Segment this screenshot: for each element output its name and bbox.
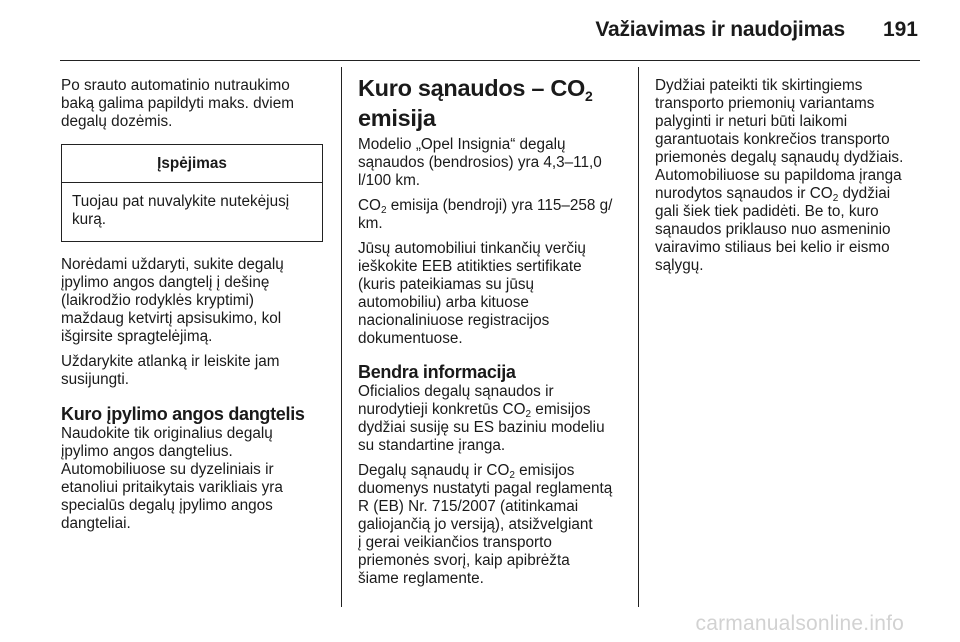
official-values-paragraph (358, 383, 633, 455)
header-divider (60, 60, 920, 61)
text-line: dydžiai susiję su ES baziniu modeliu (358, 419, 605, 436)
text-line: įpylimo angos dangtelius. (61, 443, 233, 460)
consumption-paragraph (358, 136, 633, 190)
text-line: dokumentuose. (358, 330, 463, 347)
text-line: priemonės degalų sąnaudų dydžiais. (655, 149, 904, 166)
column-divider-1 (341, 67, 342, 607)
text-line: palyginti ir neturi būti laikomi (655, 113, 848, 130)
text-line: etanoliui pritaikytais varikliais yra (61, 479, 283, 496)
text-line: Modelio „Opel Insignia“ degalų (358, 136, 566, 153)
text-line: l/100 km. (358, 172, 421, 189)
column-divider-2 (638, 67, 639, 607)
text-line: Dydžiai pateikti tik skirtingiems (655, 77, 863, 94)
text-line: Jūsų automobiliui tinkančių verčių (358, 240, 586, 257)
text-line: priemonės svorį, kaip apibrėžta (358, 552, 570, 569)
text-line: į gerai veikiančios transporto (358, 534, 552, 551)
text-line: dangteliai. (61, 515, 131, 532)
column-3 (655, 77, 927, 282)
text-line: (laikrodžio rodyklės kryptimi) (61, 292, 254, 309)
fuel-cap-heading: Kuro įpylimo angos dangtelis (61, 404, 305, 424)
closing-instructions-paragraph (61, 256, 329, 346)
text-line: su standartine įranga. (358, 437, 506, 454)
certificate-paragraph (358, 240, 633, 348)
text-line: nacionaliniuose registracijos (358, 312, 550, 329)
page-header (0, 0, 960, 60)
text-line: Norėdami uždaryti, sukite degalų (61, 256, 284, 273)
text-line: įpylimo angos dangtelį į dešinę (61, 274, 270, 291)
fuel-cap-paragraph (61, 425, 329, 533)
text-line: Po srauto automatinio nutraukimo (61, 77, 290, 94)
page-section-title: Važiavimas ir naudojimas (595, 18, 845, 41)
text-line: specialūs degalų įpylimo angos (61, 497, 273, 514)
text-line: transporto priemonių variantams (655, 95, 875, 112)
text-line: R (EB) Nr. 715/2007 (atitinkamai (358, 498, 579, 515)
text-line: susijungti. (61, 371, 130, 388)
text-line: Oficialios degalų sąnaudos ir (358, 383, 554, 400)
text-line: maždaug ketvirtį apsisukimo, kol (61, 310, 282, 327)
text-line: Automobiliuose su papildoma įranga (655, 167, 902, 184)
warning-box (61, 144, 323, 242)
text-line: šiame reglamente. (358, 570, 484, 587)
general-info-heading: Bendra informacija (358, 362, 516, 382)
text-line: kurą. (72, 211, 107, 228)
text-line: duomenys nustatyti pagal reglamentą (358, 480, 613, 497)
intro-paragraph (61, 77, 329, 131)
text-line: sąnaudos priklauso nuo asmeninio (655, 221, 891, 238)
regulation-paragraph (358, 462, 633, 588)
text-line: (kuris pateikiamas su jūsų (358, 276, 534, 293)
co2-paragraph (358, 197, 633, 233)
column-2 (358, 73, 633, 595)
text-line: degalų dozėmis. (61, 113, 173, 130)
column-1 (61, 77, 329, 540)
text-line: sąnaudos (bendrosios) yra 4,3–11,0 (358, 154, 602, 171)
text-line: garantuotais konkrečios transporto (655, 131, 890, 148)
co2-emission-heading: Kuro sąnaudos – $CO_2$ emisija (358, 75, 593, 131)
text-line: nurodytos sąnaudos ir $CO_2$ dydžiai (655, 185, 891, 204)
warning-body (62, 183, 322, 241)
text-line: automobiliu) arba kituose (358, 294, 529, 311)
text-line: Degalų sąnaudų ir $CO_2$ emisijos (358, 462, 575, 481)
text-line: baką galima papildyti maks. dviem (61, 95, 294, 112)
text-line: ieškokite EEB atitikties sertifikate (358, 258, 582, 275)
text-line: gali šiek tiek padidėti. Be to, kuro (655, 203, 879, 220)
text-line: galiojančią jo versiją), atsižvelgiant (358, 516, 593, 533)
text-line: Uždarykite atlanką ir leiskite jam (61, 353, 280, 370)
close-flap-paragraph (61, 353, 329, 389)
text-line: nurodytieji konkretūs $CO_2$ emisijos (358, 401, 591, 420)
disclaimer-paragraph (655, 77, 927, 275)
text-line: išgirsite spragtelėjimą. (61, 328, 213, 345)
watermark: carmanualsonline.info (695, 612, 904, 635)
text-line: sąlygų. (655, 257, 704, 274)
text-line: $CO_2$ emisija (bendroji) yra 115–258 g/ (358, 197, 613, 216)
page-number: 191 (882, 18, 918, 41)
text-line: Automobiliuose su dyzeliniais ir (61, 461, 274, 478)
text-line: Naudokite tik originalius degalų (61, 425, 273, 442)
text-line: vairavimo stiliaus bei kelio ir eismo (655, 239, 890, 256)
text-line: km. (358, 215, 383, 232)
text-line: Tuojau pat nuvalykite nutekėjusį (72, 193, 290, 210)
warning-title: Įspėjimas (62, 145, 322, 183)
